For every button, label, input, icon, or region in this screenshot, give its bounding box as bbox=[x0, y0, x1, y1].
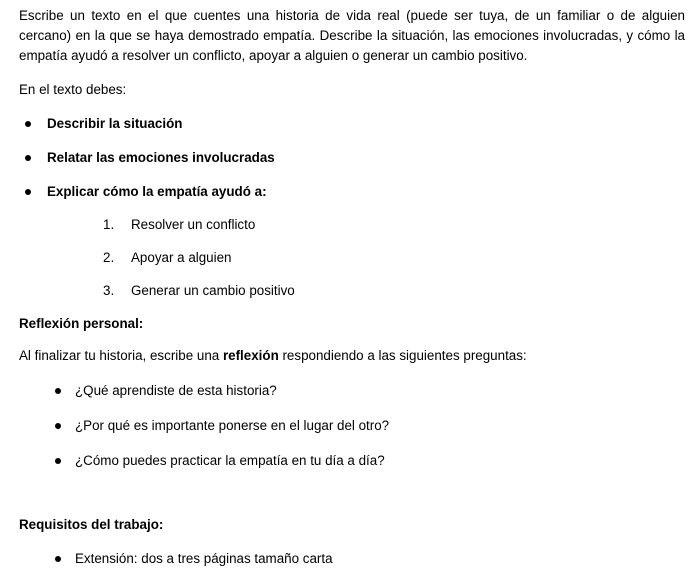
numbered-item-resolver: Resolver un conflicto bbox=[131, 217, 256, 232]
reflexion-intro bbox=[19, 347, 527, 365]
reflexion-intro-after: respondiendo a las siguientes preguntas: bbox=[278, 348, 527, 363]
debes-heading: En el texto debes: bbox=[19, 82, 127, 97]
bullet-marker bbox=[55, 388, 61, 394]
bullet-relatar: Relatar las emociones involucradas bbox=[47, 150, 275, 165]
reflexion-intro-before: Al finalizar tu historia, escribe una bbox=[19, 348, 223, 363]
numbered-item-apoyar: Apoyar a alguien bbox=[131, 250, 232, 265]
bullet-explicar: Explicar cómo la empatía ayudó a: bbox=[47, 184, 267, 199]
bullet-marker bbox=[25, 189, 31, 195]
bullet-marker bbox=[55, 458, 61, 464]
bullet-marker bbox=[55, 423, 61, 429]
question-item: ¿Por qué es importante ponerse en el lugar del otro? bbox=[75, 418, 390, 433]
question-item: ¿Cómo puedes practicar la empatía en tu día a día? bbox=[75, 453, 385, 468]
bullet-marker bbox=[25, 121, 31, 127]
question-item: ¿Qué aprendiste de esta historia? bbox=[75, 383, 277, 398]
list-number: 2. bbox=[103, 250, 115, 265]
reflexion-intro-bold: reflexión bbox=[222, 348, 279, 363]
numbered-item-generar: Generar un cambio positivo bbox=[131, 283, 295, 298]
bullet-describir: Describir la situación bbox=[47, 116, 183, 131]
intro-paragraph: Escribe un texto en el que cuentes una historia de vida real (puede ser tuya, de un familiar o de alguien cercano) en la que se haya demostrado empatía. Describe la situación, las emociones involucradas, y cómo la empatía ayudó a resolver un conflicto, apoyar a alguien o generar un cambio positivo. bbox=[19, 8, 685, 63]
bullet-marker bbox=[55, 556, 61, 562]
reflexion-heading: Reflexión personal: bbox=[19, 316, 144, 331]
bullet-marker bbox=[25, 155, 31, 161]
list-number: 3. bbox=[103, 283, 115, 298]
list-number: 1. bbox=[103, 217, 115, 232]
requisito-item: Extensión: dos a tres páginas tamaño carta bbox=[75, 551, 333, 566]
requisitos-heading: Requisitos del trabajo: bbox=[19, 517, 164, 532]
